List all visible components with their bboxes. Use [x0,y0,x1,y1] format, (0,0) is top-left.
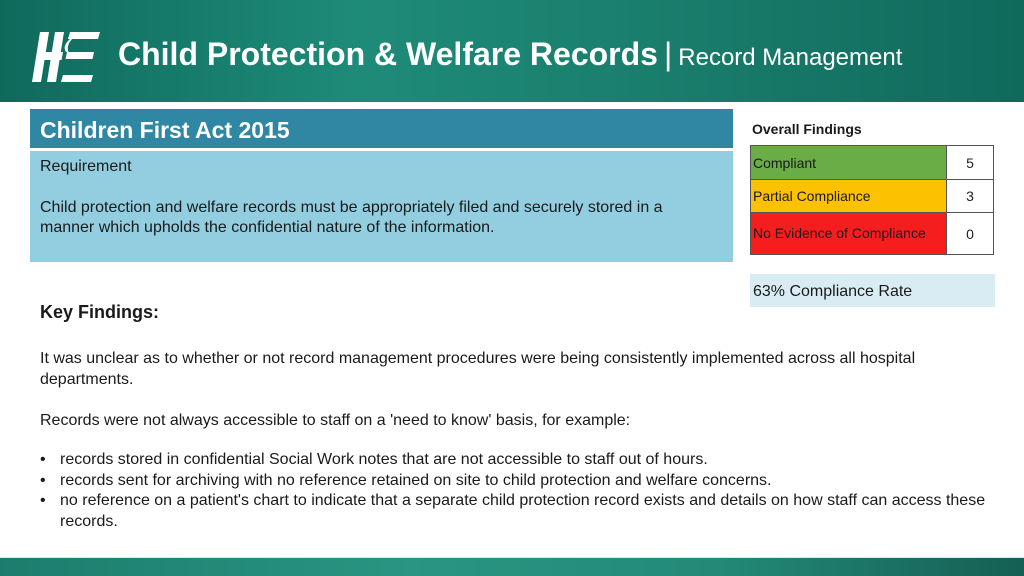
list-item-text: no reference on a patient's chart to indicate that a separate child protection record exists and details on how staff can access these records. [60,492,986,530]
requirement-text: Child protection and welfare records must be appropriately filed and securely stored in a manner which upholds the confidential nature of the information. [40,199,663,236]
bullet-icon: • [40,451,46,468]
findings-value: 5 [947,146,994,180]
key-findings-paragraph-2: Records were not always accessible to staff on a 'need to know' basis, for example: [40,412,631,429]
findings-value: 3 [947,180,994,213]
overall-findings-title: Overall Findings [752,121,862,137]
header-banner [0,0,1024,102]
findings-row-compliant [751,146,994,180]
overall-findings-table [750,145,994,255]
requirement-label: Requirement [40,158,132,175]
findings-label: Compliant [751,146,947,180]
requirement-box [30,151,733,262]
header-title [118,38,902,70]
findings-value: 0 [947,213,994,255]
key-findings-title: Key Findings: [40,302,160,322]
page-subtitle: Record Management [678,44,903,71]
act-title-bar: Children First Act 2015 [30,109,733,148]
page-title: Child Protection & Welfare Records [118,36,658,72]
key-findings-list [40,450,1000,532]
list-item-text: records sent for archiving with no reference retained on site to child protection and welfare concerns. [60,471,772,489]
bullet-icon: • [40,492,46,509]
compliance-rate: 63% Compliance Rate [750,274,995,307]
key-findings-paragraph-1: It was unclear as to whether or not record management procedures were being consistently implemented across all hospital departments. [40,350,916,388]
findings-row-partial [751,180,994,213]
findings-label: No Evidence of Compliance [751,213,947,255]
list-item [40,491,1000,532]
list-item [40,471,1000,492]
findings-row-no-evidence [751,213,994,255]
footer-bar [0,558,1024,576]
hse-logo-icon [30,28,102,86]
list-item [40,450,1000,471]
findings-label: Partial Compliance [751,180,947,213]
list-item-text: records stored in confidential Social Work notes that are not accessible to staff out of hours. [60,451,708,468]
title-separator: | [663,36,673,72]
bullet-icon: • [40,471,46,489]
